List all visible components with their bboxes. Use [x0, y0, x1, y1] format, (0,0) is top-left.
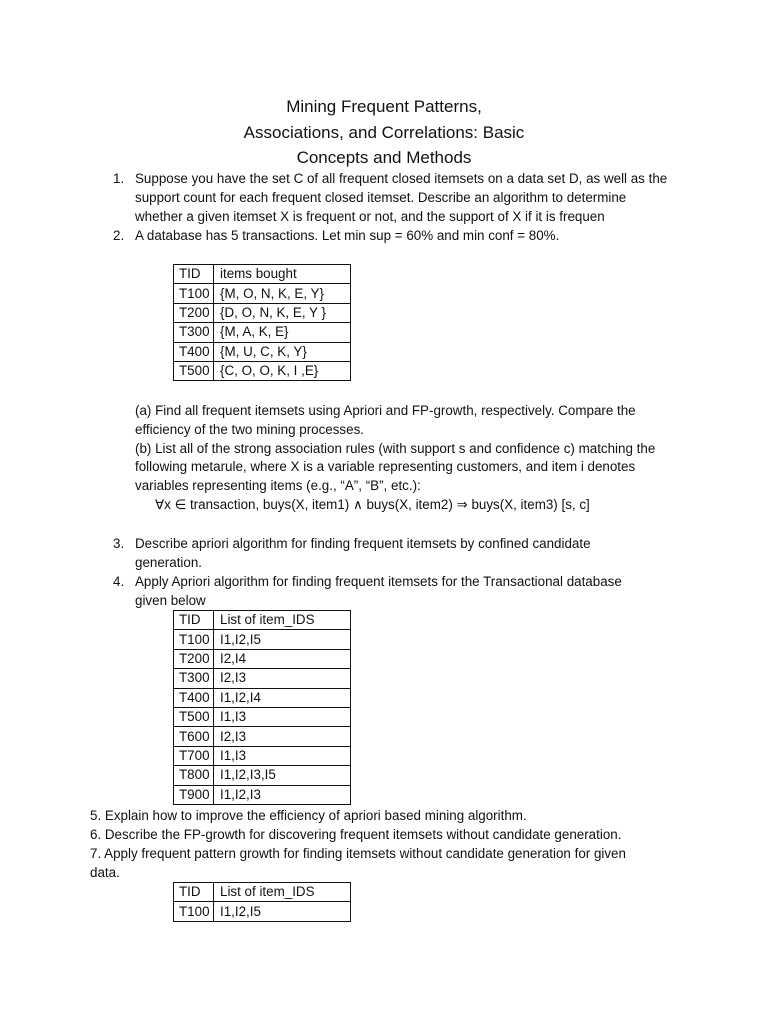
item-ids-table	[173, 610, 351, 805]
q5-text: 5. Explain how to improve the efficiency of apriori based mining algorithm.	[90, 808, 527, 823]
table-header-row	[174, 883, 351, 902]
q2-text: A database has 5 transactions. Let min sup = 60% and min conf = 80%.	[135, 228, 560, 243]
table-cell: T500	[174, 707, 214, 726]
table-header-cell: List of item_IDS	[214, 611, 351, 630]
table-cell: I1,I2,I4	[214, 688, 351, 707]
table-cell: T400	[174, 342, 214, 361]
table-row	[174, 766, 351, 785]
table-header-row	[174, 611, 351, 630]
table-cell: {M, O, N, K, E, Y}	[214, 284, 351, 303]
q2-part-text: efficiency of the two mining processes.	[135, 422, 364, 437]
table-cell: T500	[174, 361, 214, 380]
q3-number: 3.	[113, 536, 125, 551]
q2-part-text: variables representing items (e.g., “A”, “B”, etc.):	[135, 478, 421, 493]
table-header-cell: List of item_IDS	[214, 883, 351, 902]
title-line: Concepts and Methods	[296, 148, 472, 167]
title-line: Mining Frequent Patterns,	[286, 97, 482, 116]
q4-text: Apply Apriori algorithm for finding frequent itemsets for the Transactional database	[135, 574, 622, 589]
table-cell: I1,I2,I3,I5	[214, 766, 351, 785]
q2-part-text: (a) Find all frequent itemsets using Apriori and FP-growth, respectively. Compare the	[135, 403, 636, 418]
table-cell: {C, O, O, K, I ,E}	[214, 361, 351, 380]
table-cell: T900	[174, 785, 214, 804]
q1-text: support count for each frequent closed itemset. Describe an algorithm to determine	[135, 190, 627, 205]
table-row	[174, 630, 351, 649]
q2-number: 2.	[113, 228, 125, 243]
table-cell: T300	[174, 323, 214, 342]
fp-growth-table	[173, 882, 351, 922]
q6-text: 6. Describe the FP-growth for discovering frequent itemsets without candidate generation.	[90, 827, 622, 842]
table-header-cell: TID	[174, 265, 214, 284]
table-cell: I1,I3	[214, 707, 351, 726]
table-row	[174, 902, 351, 921]
table-cell: T100	[174, 630, 214, 649]
table-cell: I1,I3	[214, 746, 351, 765]
table-row	[174, 649, 351, 668]
table-cell: I1,I2,I5	[214, 902, 351, 921]
table-cell: {M, U, C, K, Y}	[214, 342, 351, 361]
table-cell: T700	[174, 746, 214, 765]
q7-text: 7. Apply frequent pattern growth for finding itemsets without candidate generation for given	[90, 846, 626, 861]
table-cell: {D, O, N, K, E, Y }	[214, 303, 351, 322]
q7-text: data.	[90, 865, 120, 880]
metarule: ∀x ∈ transaction, buys(X, item1) ∧ buys(X, item2) ⇒ buys(X, item3) [s, c]	[155, 497, 590, 512]
table-cell: {M, A, K, E}	[214, 323, 351, 342]
table-row	[174, 323, 351, 342]
table-cell: I2,I4	[214, 649, 351, 668]
q1-text: whether a given itemset X is frequent or not, and the support of X if it is frequen	[135, 209, 605, 224]
table-cell: I1,I2,I5	[214, 630, 351, 649]
q3-text: Describe apriori algorithm for finding frequent itemsets by confined candidate	[135, 536, 591, 551]
page-title	[0, 94, 768, 171]
table-row	[174, 361, 351, 380]
table-row	[174, 303, 351, 322]
table-row	[174, 727, 351, 746]
table-row	[174, 688, 351, 707]
table-header-cell: TID	[174, 611, 214, 630]
table-cell: I2,I3	[214, 727, 351, 746]
title-line: Associations, and Correlations: Basic	[243, 122, 525, 142]
q2-part-text: following metarule, where X is a variable representing customers, and item i denotes	[135, 459, 636, 474]
table-row	[174, 746, 351, 765]
table-cell: T100	[174, 284, 214, 303]
table-cell: I2,I3	[214, 669, 351, 688]
table-cell: T600	[174, 727, 214, 746]
table-row	[174, 669, 351, 688]
table-cell: T100	[174, 902, 214, 921]
table-cell: T200	[174, 649, 214, 668]
table-cell: T400	[174, 688, 214, 707]
table-cell: T300	[174, 669, 214, 688]
table-header-row	[174, 265, 351, 284]
table-row	[174, 284, 351, 303]
table-cell: T800	[174, 766, 214, 785]
table-row	[174, 785, 351, 804]
table-cell: I1,I2,I3	[214, 785, 351, 804]
table-header-cell: items bought	[214, 265, 351, 284]
q2-part-text: (b) List all of the strong association rules (with support s and confidence c) matching the	[135, 441, 656, 456]
table-row	[174, 342, 351, 361]
table-row	[174, 707, 351, 726]
q1-text: Suppose you have the set C of all frequent closed itemsets on a data set D, as well as the	[135, 171, 668, 186]
q4-text: given below	[135, 593, 206, 608]
transactions-table	[173, 264, 351, 381]
q4-number: 4.	[113, 574, 125, 589]
table-header-cell: TID	[174, 883, 214, 902]
q3-text: generation.	[135, 555, 203, 570]
q1-number: 1.	[113, 171, 125, 186]
table-cell: T200	[174, 303, 214, 322]
